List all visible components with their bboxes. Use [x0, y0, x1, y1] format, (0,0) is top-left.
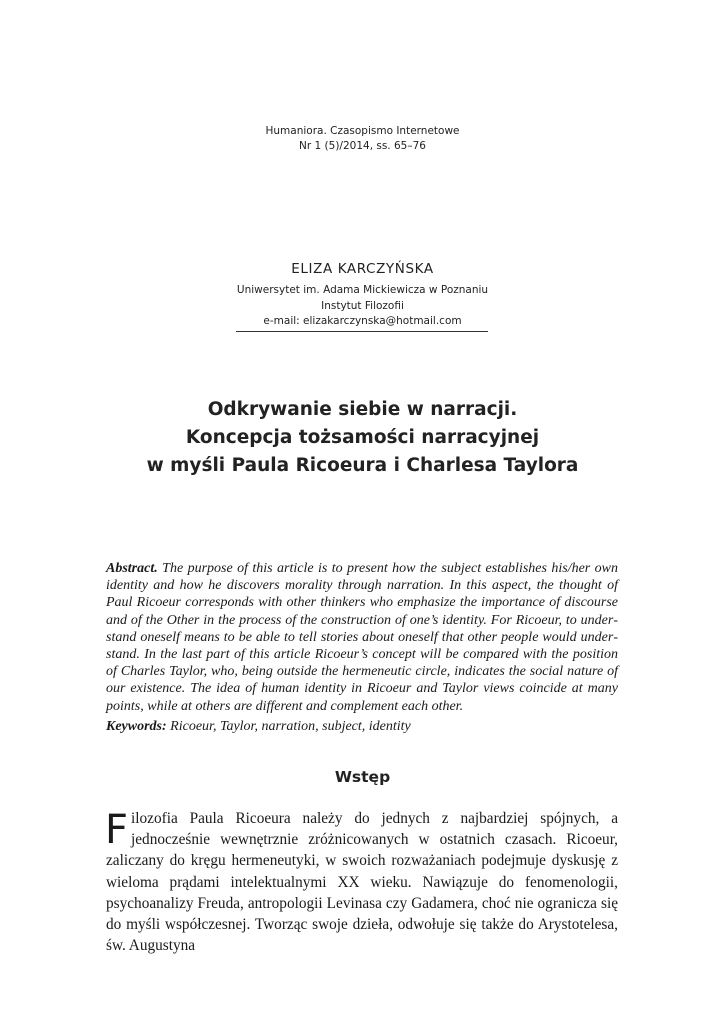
abstract: [106, 560, 618, 735]
section-heading: Wstęp: [334, 768, 391, 786]
journal-name: Humaniora. Czasopismo Internetowe: [265, 125, 460, 137]
abstract-text: The purpose of this article is to present how the subject establishes his/her own identity and how he discovers morality through narration. In this aspect, the thought of Paul Ricoeur corresponds with other thinkers who emphasize the importance of discourse and of the Other in the process of the construction of one’s identity. For Ricoeur, to understand oneself means to be able to tell stories about oneself that other people would understand. In the last part of this article Ricoeur’s concept will be compared with the position of Charles Taylor, who, being outside the hermeneutic circle, indicates the social nature of our existence. The idea of human identity in Ricoeur and Taylor views coincide at many points, while at others are different and complement each other.: [106, 561, 618, 714]
author-block: [0, 260, 725, 330]
title-line-1: Odkrywanie siebie w narracji.: [207, 399, 518, 420]
author-name: ELIZA KARCZYŃSKA: [291, 261, 434, 277]
keywords-line: [106, 718, 618, 735]
keywords-text: Ricoeur, Taylor, narration, subject, identity: [170, 718, 411, 734]
body-text: ilozofia Paula Ricoeura należy do jednych z najbardziej spójnych, a jednocześnie wewnętrznie zróżnicowanych w ostatnich czasach. Ricoeur, zaliczany do kręgu hermeneutyki, w swoich rozważaniach podejmuje dyskusję z wieloma prądami intelektualnymi XX wieku. Nawiązuje do fenomenologii, psychoanalizy Freuda, antropologii Levinasa czy Gadamera, choć nie ogranicza się do myśli współczesnej. Tworząc swoje dzieła, odwołuje się także do Arystotelesa, św. Augustyna: [106, 810, 618, 955]
keywords-label: Keywords:: [106, 718, 167, 734]
author-email: e-mail: elizakarczynska@hotmail.com: [263, 315, 462, 327]
author-divider: [236, 331, 488, 332]
abstract-label: Abstract.: [106, 561, 158, 576]
journal-header: [0, 124, 725, 154]
author-institute: Instytut Filozofii: [321, 299, 404, 312]
title-line-3: w myśli Paula Ricoeura i Charlesa Taylora: [146, 455, 579, 476]
journal-issue: Nr 1 (5)/2014, ss. 65–76: [299, 140, 426, 152]
article-title: [0, 396, 725, 480]
author-university: Uniwersytet im. Adama Mickiewicza w Poznaniu: [236, 284, 489, 296]
title-line-2: Koncepcja tożsamości narracyjnej: [185, 427, 540, 448]
abstract-paragraph: [106, 560, 618, 715]
drop-cap: F: [105, 807, 129, 853]
body-paragraph: [106, 808, 618, 956]
